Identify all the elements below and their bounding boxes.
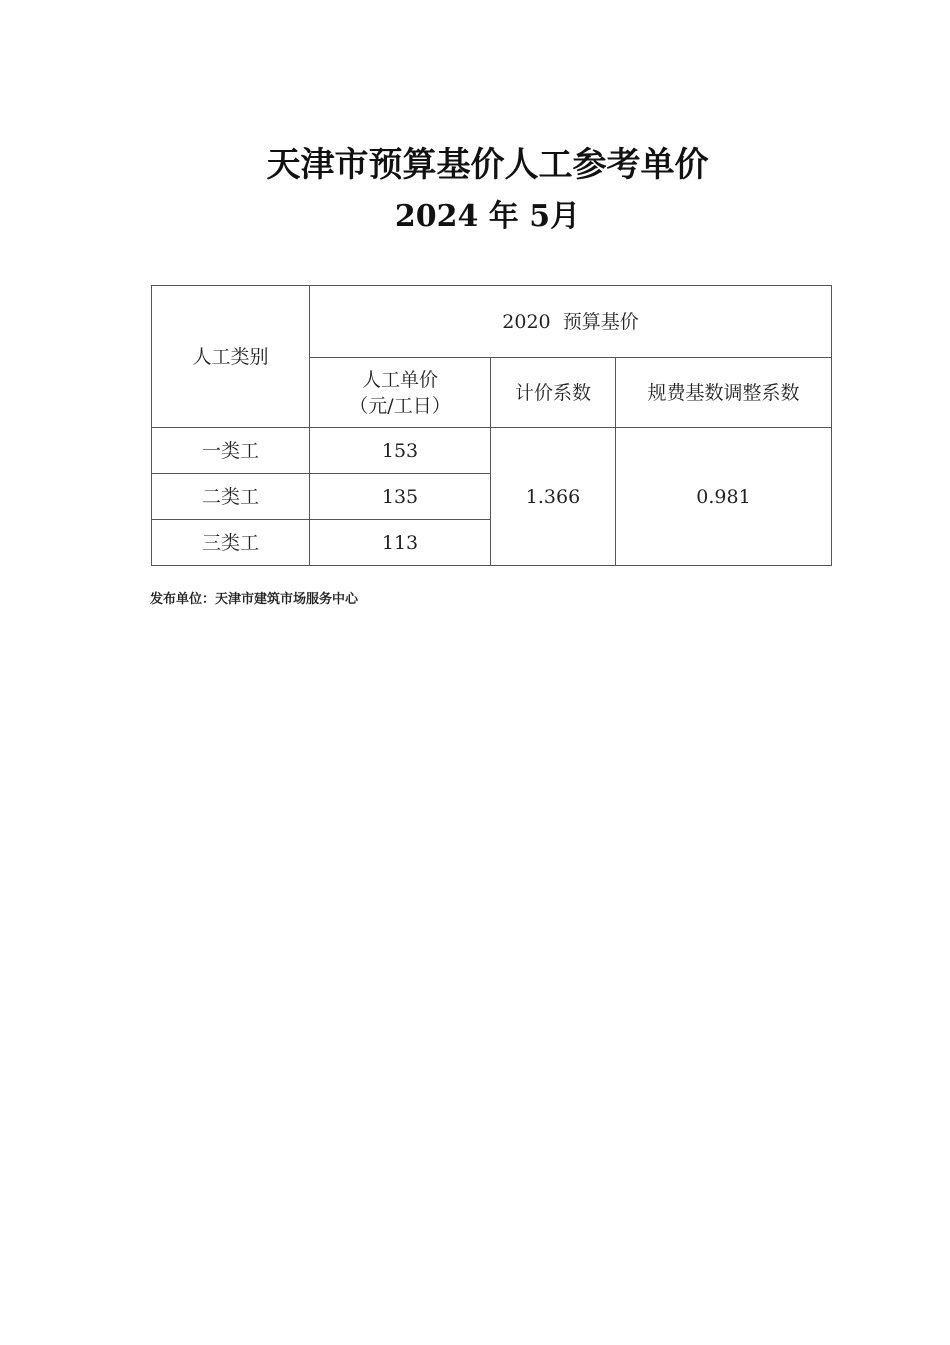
row-category: 二类工 bbox=[152, 474, 310, 520]
header-labor-category: 人工类别 bbox=[152, 286, 310, 428]
labor-price-table bbox=[151, 285, 832, 566]
row-unit-price: 113 bbox=[310, 520, 491, 566]
header-pricing-coefficient: 计价系数 bbox=[491, 358, 616, 428]
row-unit-price: 135 bbox=[310, 474, 491, 520]
header-fee-adjust-coefficient: 规费基数调整系数 bbox=[616, 358, 832, 428]
row-unit-price: 153 bbox=[310, 428, 491, 474]
document-date: 2024 年 5月 bbox=[394, 199, 581, 234]
header-unit-price-line2: （元/工日） bbox=[349, 394, 451, 417]
table-header-row-1 bbox=[152, 286, 832, 358]
row-category: 三类工 bbox=[152, 520, 310, 566]
fee-adjust-coefficient-value: 0.981 bbox=[616, 428, 832, 566]
table-row bbox=[152, 428, 832, 474]
header-budget-base-price: 2020 预算基价 bbox=[310, 286, 832, 358]
document-header bbox=[0, 140, 950, 240]
header-unit-price bbox=[310, 358, 491, 428]
document-title: 天津市预算基价人工参考单价 bbox=[266, 145, 709, 185]
row-category: 一类工 bbox=[152, 428, 310, 474]
header-unit-price-line1: 人工单价 bbox=[361, 368, 438, 391]
publisher-note: 发布单位：天津市建筑市场服务中心 bbox=[150, 592, 359, 607]
pricing-coefficient-value: 1.366 bbox=[491, 428, 616, 566]
